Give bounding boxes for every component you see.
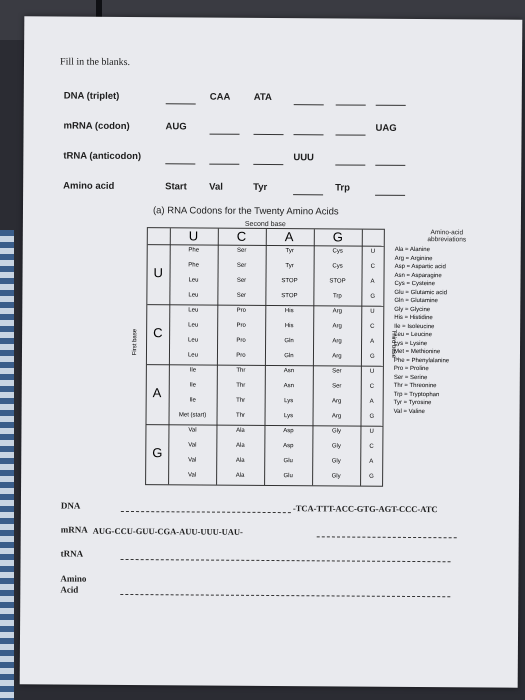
second-base-u: U xyxy=(188,228,199,244)
row-label-trna-anticodon: tRNA (anticodon) xyxy=(63,150,142,163)
codon-cell: Gln xyxy=(284,338,294,345)
codon-cell: Thr xyxy=(236,367,246,374)
codon-cell: Asp xyxy=(283,443,294,450)
entry-amino-acid-4: Trp xyxy=(335,182,350,194)
third-base-letter: A xyxy=(369,398,374,405)
table-divider xyxy=(168,228,171,484)
abbreviation-item: Gln = Glutamine xyxy=(394,297,438,305)
codon-cell: Ser xyxy=(332,368,342,375)
blank-trna-anticodon-2[interactable] xyxy=(253,164,283,165)
codon-cell: Arg xyxy=(332,338,342,345)
codon-cell: Gly xyxy=(331,458,341,465)
codon-cell: Leu xyxy=(188,292,199,299)
dna-blank[interactable] xyxy=(121,511,291,513)
third-base-letter: U xyxy=(369,368,375,375)
blank-mrna-codon-3[interactable] xyxy=(294,134,324,135)
codon-cell: Leu xyxy=(188,337,199,344)
codon-cell: Tyr xyxy=(285,248,294,255)
third-base-letter: C xyxy=(370,263,375,270)
codon-cell: Leu xyxy=(187,352,198,359)
codon-cell: Gln xyxy=(284,353,294,360)
entry-mrna-codon-0: AUG xyxy=(165,121,187,133)
codon-cell: STOP xyxy=(281,293,298,300)
table-divider xyxy=(264,229,267,485)
codon-cell: Leu xyxy=(188,307,199,314)
blank-amino-acid-3[interactable] xyxy=(293,194,323,195)
blank-dna-triplet-3[interactable] xyxy=(294,104,324,105)
codon-cell: His xyxy=(284,308,294,315)
codon-cell: Arg xyxy=(332,353,342,360)
table-divider xyxy=(360,230,363,486)
third-base-letter: A xyxy=(369,458,374,465)
codon-cell: Leu xyxy=(188,322,199,329)
entry-dna-triplet-1: CAA xyxy=(209,91,231,103)
abbreviation-item: Ala = Alanine xyxy=(394,246,430,254)
codon-table xyxy=(145,227,385,487)
codon-cell: Ala xyxy=(235,457,245,464)
abbreviation-item: Glu = Glutamic acid xyxy=(394,289,447,296)
third-base-letter: C xyxy=(369,383,375,390)
worksheet-paper xyxy=(20,16,523,687)
entry-dna-triplet-2: ATA xyxy=(253,91,272,103)
codon-cell: Thr xyxy=(236,412,246,419)
codon-cell: Cys xyxy=(332,263,343,270)
codon-cell: Ser xyxy=(237,247,247,254)
codon-cell: Thr xyxy=(236,382,246,389)
codon-cell: Gly xyxy=(331,443,341,450)
third-base-letter: G xyxy=(369,353,375,360)
codon-cell: Arg xyxy=(332,323,342,330)
codon-cell: Ser xyxy=(332,383,342,390)
third-base-letter: U xyxy=(370,248,376,255)
abbreviations-title: Amino-acid abbreviations xyxy=(427,229,467,244)
abbreviation-item: Cys = Cysteine xyxy=(394,280,436,288)
codon-cell: Glu xyxy=(283,458,293,465)
blank-trna-anticodon-1[interactable] xyxy=(209,164,239,165)
abbreviation-item: Phe = Phenylalanine xyxy=(393,357,450,364)
entry-amino-acid-2: Tyr xyxy=(253,181,268,193)
abbreviation-item: Arg = Arginine xyxy=(394,255,433,262)
codon-cell: Phe xyxy=(188,247,200,254)
codon-cell: STOP xyxy=(329,278,346,285)
dna-given-sequence: -TCA-TTT-ACC-GTG-AGT-CCC-ATC xyxy=(292,503,438,515)
codon-cell: Gly xyxy=(331,473,341,480)
codon-cell: Val xyxy=(187,472,197,479)
table-divider xyxy=(216,229,219,485)
binder-edge xyxy=(0,230,14,700)
codon-cell: Ile xyxy=(189,397,196,404)
abbreviation-item: Gly = Glycine xyxy=(394,306,431,313)
codon-cell: Pro xyxy=(236,307,246,314)
abbreviation-item: Lys = Lysine xyxy=(394,340,428,347)
first-base-a: A xyxy=(152,385,162,401)
codon-cell: Cys xyxy=(332,248,343,255)
codon-cell: Ala xyxy=(235,472,245,479)
codon-cell: Val xyxy=(188,457,197,464)
codon-cell: Phe xyxy=(188,262,199,269)
codon-cell: Lys xyxy=(284,398,294,405)
entry-trna-anticodon-3: UUU xyxy=(293,152,314,164)
row-label-mrna-codon: mRNA (codon) xyxy=(63,120,130,133)
first-base-label: First base xyxy=(132,328,139,356)
codon-cell: Thr xyxy=(236,397,246,404)
third-base-label: Third base xyxy=(390,329,397,359)
codon-cell: Gly xyxy=(331,428,341,435)
abbreviation-item: Tyr = Tyrosine xyxy=(393,399,432,407)
entry-mrna-codon-5: UAG xyxy=(375,122,397,134)
third-base-letter: G xyxy=(369,473,374,480)
blank-mrna-codon-4[interactable] xyxy=(336,134,366,135)
blank-mrna-codon-2[interactable] xyxy=(254,134,284,135)
table-caption: (a) RNA Codons for the Twenty Amino Acids xyxy=(152,205,339,218)
blank-trna-anticodon-5[interactable] xyxy=(375,165,405,166)
abbreviation-item: Val = Valine xyxy=(393,408,425,415)
codon-cell: Pro xyxy=(236,337,246,344)
third-base-letter: U xyxy=(370,308,375,315)
blank-dna-triplet-0[interactable] xyxy=(166,103,196,104)
codon-cell: Ala xyxy=(235,442,245,449)
second-base-a: A xyxy=(284,229,294,245)
codon-cell: Val xyxy=(188,442,197,449)
third-base-letter: C xyxy=(369,443,374,450)
table-divider xyxy=(312,229,315,485)
abbreviation-item: Asn = Asparagine xyxy=(394,272,442,279)
second-base-label: Second base xyxy=(244,220,286,229)
abbreviation-item: His = Histidine xyxy=(394,314,433,322)
codon-cell: Arg xyxy=(332,308,342,315)
abbreviation-item: Ile = Isoleucine xyxy=(394,323,435,330)
second-base-g: G xyxy=(332,229,343,245)
codon-cell: Asn xyxy=(283,383,294,390)
abbreviation-item: Met = Methionine xyxy=(393,348,441,356)
trna-blank[interactable] xyxy=(121,559,451,562)
codon-cell: Asn xyxy=(283,368,295,375)
amino-label-line2: Acid xyxy=(60,584,79,595)
third-base-letter: A xyxy=(370,278,375,285)
codon-cell: Leu xyxy=(188,277,199,284)
first-base-g: G xyxy=(152,445,163,461)
codon-cell: Ile xyxy=(189,367,197,374)
third-base-letter: G xyxy=(369,413,375,420)
third-base-letter: A xyxy=(370,338,375,345)
codon-cell: Ser xyxy=(236,277,247,284)
codon-cell: Met (start) xyxy=(178,412,207,419)
codon-cell: STOP xyxy=(281,278,298,285)
row-label-amino-acid: Amino acid xyxy=(63,180,115,192)
codon-cell: Val xyxy=(188,427,197,434)
codon-cell: Arg xyxy=(331,413,342,420)
codon-cell: Ser xyxy=(236,292,247,299)
amino-label-line1: Amino xyxy=(60,573,87,584)
instruction-text: Fill in the blanks. xyxy=(59,56,131,69)
codon-cell: Ile xyxy=(189,382,196,389)
mrna-label: mRNA xyxy=(60,524,88,535)
dna-label: DNA xyxy=(60,500,81,511)
abbreviation-item: Leu = Leucine xyxy=(394,331,433,339)
entry-amino-acid-0: Start xyxy=(165,181,187,193)
blank-dna-triplet-4[interactable] xyxy=(336,104,366,105)
first-base-u: U xyxy=(153,265,163,281)
third-base-letter: G xyxy=(370,293,376,300)
mrna-given-sequence: AUG-CCU-GUU-CGA-AUU-UUU-UAU- xyxy=(92,525,243,537)
codon-cell: Asp xyxy=(283,428,294,435)
second-base-c: C xyxy=(236,228,247,244)
entry-amino-acid-1: Val xyxy=(209,181,223,193)
trna-label: tRNA xyxy=(60,548,84,559)
codon-cell: His xyxy=(284,323,294,330)
third-base-letter: U xyxy=(369,428,374,435)
codon-cell: Glu xyxy=(283,473,293,480)
blank-trna-anticodon-4[interactable] xyxy=(335,164,365,165)
blank-dna-triplet-5[interactable] xyxy=(376,105,406,106)
row-label-dna-triplet: DNA (triplet) xyxy=(63,90,120,102)
codon-cell: Pro xyxy=(236,352,246,359)
codon-cell: Trp xyxy=(332,293,342,300)
blank-trna-anticodon-0[interactable] xyxy=(165,163,195,164)
blank-amino-acid-5[interactable] xyxy=(375,195,405,196)
codon-cell: Ala xyxy=(236,427,245,434)
first-base-c: C xyxy=(153,325,163,341)
codon-cell: Lys xyxy=(283,413,294,420)
abbreviation-item: Asp = Aspartic acid xyxy=(394,263,446,271)
codon-cell: Pro xyxy=(236,322,246,329)
third-base-letter: C xyxy=(370,323,375,330)
codon-cell: Tyr xyxy=(285,263,294,270)
blank-mrna-codon-1[interactable] xyxy=(210,134,240,135)
abbreviation-item: Trp = Tryptophan xyxy=(393,391,440,398)
amino-acid-blank[interactable] xyxy=(120,594,450,597)
codon-cell: Ser xyxy=(236,262,247,269)
abbreviation-item: Ser = Serine xyxy=(393,374,428,381)
mrna-blank[interactable] xyxy=(317,536,457,538)
codon-cell: Arg xyxy=(331,398,342,405)
abbreviation-item: Thr = Threonine xyxy=(393,382,437,390)
abbreviation-item: Pro = Proline xyxy=(393,365,429,373)
